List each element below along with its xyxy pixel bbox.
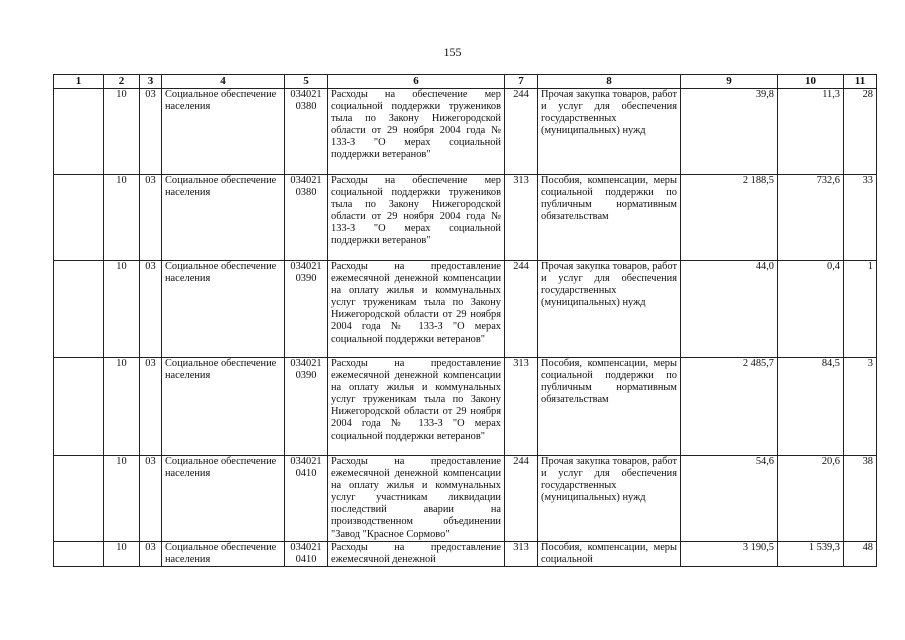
cell-plan: 54,6 (681, 456, 778, 542)
cell-percent: 3 (844, 358, 877, 456)
cell-actual: 11,3 (778, 89, 844, 175)
column-header: 9 (681, 75, 778, 89)
column-header: 10 (778, 75, 844, 89)
cell-subsection: 03 (140, 175, 162, 261)
cell-col1 (54, 358, 104, 456)
cell-expense-name: Пособия, компенсации, меры социальной (538, 541, 681, 566)
cell-plan: 3 190,5 (681, 541, 778, 566)
cell-description: Расходы на предоставление ежемесячной денежной компенсации на оплату жилья и коммунальных услуг участникам ликвидации последствий аварии на производственном объединении "Завод "Красное Сормово" (328, 456, 505, 542)
cell-plan: 44,0 (681, 261, 778, 358)
cell-actual: 84,5 (778, 358, 844, 456)
cell-subsection: 03 (140, 456, 162, 542)
cell-description: Расходы на обеспечение мер социальной поддержки тружеников тыла по Закону Нижегородской области от 29 ноября 2004 года № 133-З "О мерах социальной поддержки ветеранов" (328, 89, 505, 175)
cell-percent: 48 (844, 541, 877, 566)
cell-actual: 1 539,3 (778, 541, 844, 566)
table-row (54, 175, 877, 261)
cell-percent: 33 (844, 175, 877, 261)
table-row (54, 89, 877, 175)
cell-expense-name: Прочая закупка товаров, работ и услуг для обеспечения государственных (муниципальных) нужд (538, 456, 681, 542)
cell-section: 10 (104, 541, 140, 566)
cell-expense-type: 244 (505, 261, 538, 358)
cell-target-code: 034021 0410 (285, 456, 328, 542)
column-header: 6 (328, 75, 505, 89)
cell-section: 10 (104, 456, 140, 542)
column-header: 5 (285, 75, 328, 89)
column-header: 8 (538, 75, 681, 89)
cell-expense-type: 244 (505, 89, 538, 175)
cell-subsection: 03 (140, 541, 162, 566)
cell-subsection: 03 (140, 89, 162, 175)
cell-expense-name: Прочая закупка товаров, работ и услуг для обеспечения государственных (муниципальных) нужд (538, 261, 681, 358)
cell-section-name: Социальное обеспечение населения (162, 456, 285, 542)
cell-subsection: 03 (140, 358, 162, 456)
cell-subsection: 03 (140, 261, 162, 358)
column-header: 4 (162, 75, 285, 89)
cell-description: Расходы на предоставление ежемесячной денежной компенсации на оплату жилья и коммунальных услуг труженикам тыла по Закону Нижегородской области от 29 ноября 2004 года № 133-З "О мерах социальной поддержки ветеранов" (328, 261, 505, 358)
cell-section: 10 (104, 261, 140, 358)
column-header: 2 (104, 75, 140, 89)
table-row (54, 541, 877, 566)
cell-col1 (54, 456, 104, 542)
table-row (54, 456, 877, 542)
cell-target-code: 034021 0380 (285, 175, 328, 261)
cell-section: 10 (104, 175, 140, 261)
cell-expense-type: 244 (505, 456, 538, 542)
cell-actual: 0,4 (778, 261, 844, 358)
cell-expense-name: Прочая закупка товаров, работ и услуг для обеспечения государственных (муниципальных) нужд (538, 89, 681, 175)
cell-section-name: Социальное обеспечение населения (162, 261, 285, 358)
cell-section: 10 (104, 89, 140, 175)
column-header: 7 (505, 75, 538, 89)
cell-plan: 2 188,5 (681, 175, 778, 261)
cell-description: Расходы на предоставление ежемесячной денежной компенсации на оплату жилья и коммунальных услуг труженикам тыла по Закону Нижегородской области от 29 ноября 2004 года № 133-З "О мерах социальной поддержки ветеранов" (328, 358, 505, 456)
cell-expense-type: 313 (505, 358, 538, 456)
cell-section: 10 (104, 358, 140, 456)
cell-percent: 38 (844, 456, 877, 542)
column-header: 1 (54, 75, 104, 89)
cell-expense-type: 313 (505, 175, 538, 261)
cell-plan: 39,8 (681, 89, 778, 175)
cell-col1 (54, 175, 104, 261)
column-header: 11 (844, 75, 877, 89)
page-number: 155 (443, 45, 462, 59)
cell-actual: 20,6 (778, 456, 844, 542)
cell-target-code: 034021 0410 (285, 541, 328, 566)
cell-col1 (54, 89, 104, 175)
header-row (54, 75, 877, 89)
cell-target-code: 034021 0390 (285, 358, 328, 456)
table-row (54, 261, 877, 358)
cell-col1 (54, 541, 104, 566)
cell-percent: 28 (844, 89, 877, 175)
cell-description: Расходы на обеспечение мер социальной поддержки тружеников тыла по Закону Нижегородской области от 29 ноября 2004 года № 133-З "О мерах социальной поддержки ветеранов" (328, 175, 505, 261)
cell-expense-name: Пособия, компенсации, меры социальной поддержки по публичным нормативным обязательствам (538, 358, 681, 456)
cell-target-code: 034021 0390 (285, 261, 328, 358)
cell-expense-type: 313 (505, 541, 538, 566)
cell-col1 (54, 261, 104, 358)
cell-actual: 732,6 (778, 175, 844, 261)
cell-percent: 1 (844, 261, 877, 358)
cell-section-name: Социальное обеспечение населения (162, 89, 285, 175)
column-header: 3 (140, 75, 162, 89)
cell-section-name: Социальное обеспечение населения (162, 541, 285, 566)
cell-target-code: 034021 0380 (285, 89, 328, 175)
budget-table (53, 74, 877, 567)
cell-section-name: Социальное обеспечение населения (162, 358, 285, 456)
cell-expense-name: Пособия, компенсации, меры социальной поддержки по публичным нормативным обязательствам (538, 175, 681, 261)
cell-description: Расходы на предоставление ежемесячной денежной (328, 541, 505, 566)
table-row (54, 358, 877, 456)
cell-plan: 2 485,7 (681, 358, 778, 456)
cell-section-name: Социальное обеспечение населения (162, 175, 285, 261)
